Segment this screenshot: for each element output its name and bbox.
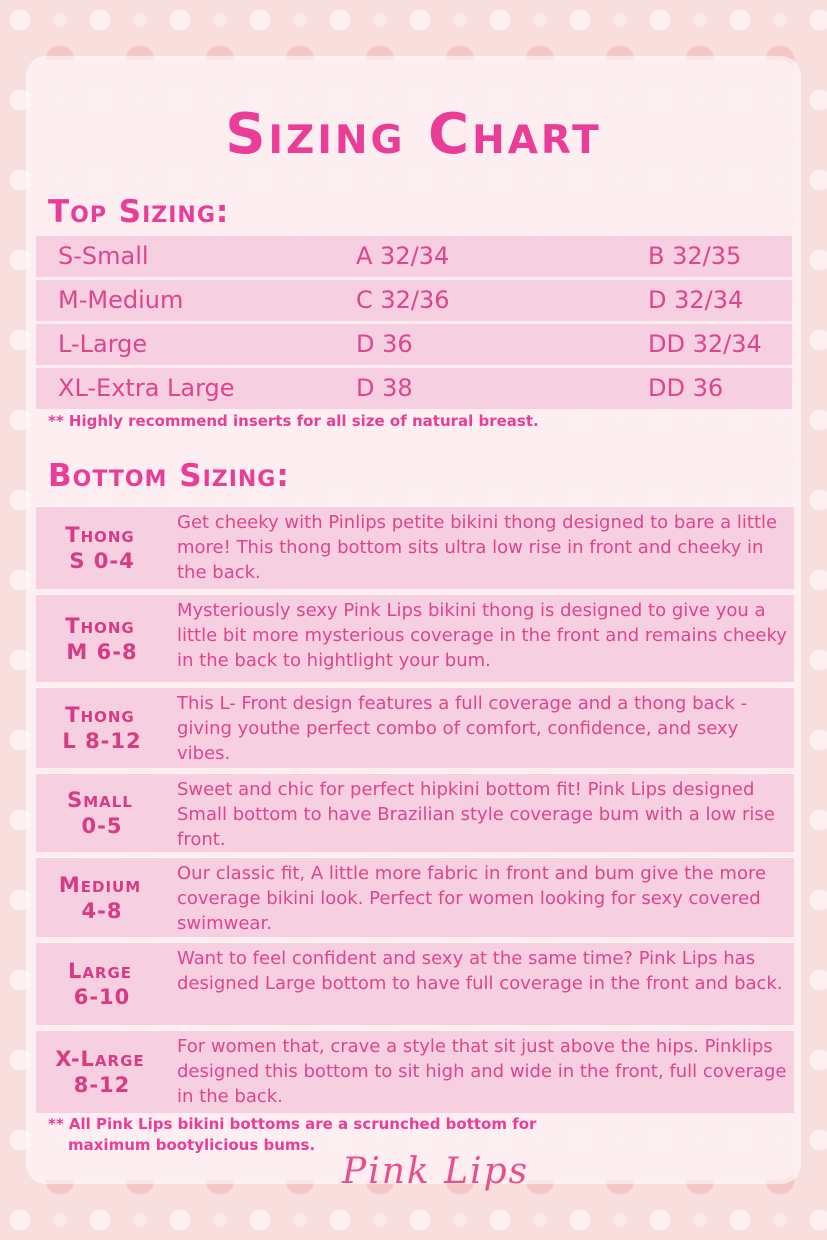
- top-sizing-note: ** Highly recommend inserts for all size of natural breast.: [48, 412, 539, 430]
- cup-size: DD 32/34: [648, 330, 762, 358]
- cup-size: D 36: [356, 330, 413, 358]
- style-name: Thong: [65, 703, 135, 727]
- style-description: Sweet and chic for perfect hipkini bottom fit! Pink Lips designed Small bottom to have Brazilian style coverage bum with a low rise front.: [177, 779, 775, 850]
- size-name: M-Medium: [58, 286, 184, 314]
- table-row: [36, 368, 792, 409]
- bottom-sizing-list: [36, 506, 794, 1118]
- size-range: M 6-8: [66, 639, 138, 664]
- size-label: [36, 943, 164, 1025]
- table-row: [36, 324, 792, 365]
- size-range: 8-12: [73, 1073, 131, 1097]
- style-description: For women that, crave a style that sit just above the hips. Pinklips designed this bottom to sit high and wide in the front, full coverage in the back.: [177, 1036, 787, 1107]
- cup-size: DD 36: [648, 374, 724, 402]
- size-range: 0-5: [81, 814, 123, 838]
- top-sizing-table: [36, 236, 792, 412]
- note-line: maximum bootylicious bums.: [68, 1136, 316, 1154]
- size-range: S 0-4: [69, 549, 135, 573]
- size-label: [36, 595, 164, 682]
- note-line: ** All Pink Lips bikini bottoms are a scrunched bottom for: [48, 1115, 537, 1133]
- size-label: [36, 507, 164, 589]
- cup-size: C 32/36: [356, 286, 450, 314]
- cup-size: A 32/34: [356, 242, 450, 270]
- size-range: 6-10: [73, 985, 131, 1009]
- list-item: [36, 773, 794, 852]
- list-item: [36, 1030, 794, 1113]
- size-label: [36, 858, 164, 937]
- table-row: [36, 236, 792, 277]
- size-label: [36, 1031, 164, 1113]
- style-description: This L- Front design features a full coverage and a thong back - giving youthe perfect combo of comfort, confidence, and sexy vibes.: [177, 693, 748, 764]
- brand-logo: Pink Lips: [342, 1151, 530, 1192]
- style-name: X-Large: [55, 1047, 145, 1071]
- list-item: [36, 942, 794, 1025]
- size-name: XL-Extra Large: [58, 374, 235, 402]
- style-name: Small: [67, 788, 133, 812]
- size-name: L-Large: [58, 330, 148, 358]
- style-name: Thong: [65, 613, 135, 638]
- style-description: Get cheeky with Pinlips petite bikini thong designed to bare a little more! This thong bottom sits ultra low rise in front and cheeky in the back.: [177, 512, 778, 583]
- style-description: Our classic fit, A little more fabric in front and bum give the more coverage bikini look. Perfect for women looking for sexy covered swimwear.: [177, 863, 767, 934]
- list-item: [36, 857, 794, 937]
- size-range: L 8-12: [62, 729, 142, 753]
- top-sizing-heading: Top Sizing:: [48, 194, 230, 230]
- size-name: S-Small: [58, 242, 149, 270]
- size-label: [36, 774, 164, 852]
- list-item: [36, 506, 794, 589]
- cup-size: D 38: [356, 374, 413, 402]
- cup-size: D 32/34: [648, 286, 744, 314]
- style-name: Thong: [65, 523, 135, 547]
- size-label: [36, 688, 164, 768]
- bottom-sizing-heading: Bottom Sizing:: [48, 458, 290, 494]
- table-row: [36, 280, 792, 321]
- page-title: Sizing Chart: [225, 102, 602, 167]
- style-description: Mysteriously sexy Pink Lips bikini thong is designed to give you a little bit more mysterious coverage in the front and remains cheeky in the back to hightlight your bum.: [177, 600, 787, 671]
- style-name: Large: [67, 959, 133, 983]
- list-item: [36, 594, 794, 682]
- cup-size: B 32/35: [648, 242, 742, 270]
- list-item: [36, 687, 794, 768]
- style-description: Want to feel confident and sexy at the same time? Pink Lips has designed Large bottom to have full coverage in the front and back.: [177, 948, 783, 994]
- style-name: Medium: [58, 872, 142, 897]
- size-range: 4-8: [81, 898, 123, 923]
